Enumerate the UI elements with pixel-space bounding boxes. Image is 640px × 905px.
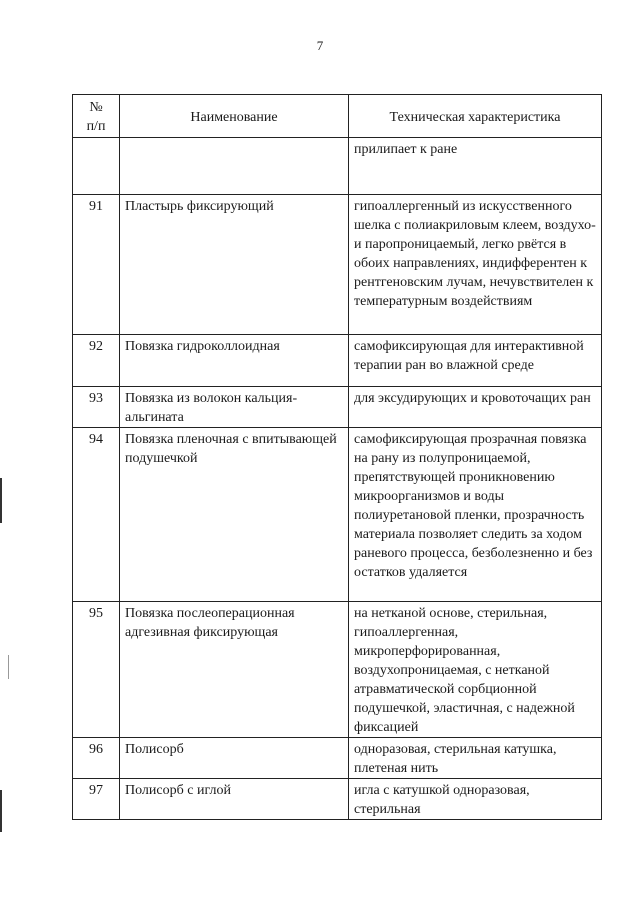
page-number: 7 — [316, 38, 324, 53]
row-number: 97 — [73, 779, 120, 820]
row-spec: самофиксирующая прозрачная повязка на рану из полупроницаемой, препятствующей проникновению микроорганизмов и воды полиуретановой пленки, прозрачность материала позволяет следить за ходом раневого процесса, безболезненно и без остатков удаляется — [349, 428, 602, 602]
row-spec: одноразовая, стерильная катушка, плетеная нить — [349, 738, 602, 779]
technical-spec-table — [72, 94, 602, 820]
header-number-symbol: № — [89, 100, 103, 115]
row-spec: игла с катушкой одноразовая, стерильная — [349, 779, 602, 820]
row-number — [73, 138, 120, 195]
header-number-abbr: п/п — [86, 119, 106, 134]
header-number — [73, 95, 120, 138]
scan-edge-mark — [8, 655, 9, 679]
row-number: 91 — [73, 195, 120, 335]
row-spec: гипоаллергенный из искусственного шелка с полиакриловым клеем, воздухо- и паропроницаемый, легко рвётся в обоих направлениях, индифферентен к рентгеновским лучам, нечувствителен к температурным воздействиям — [349, 195, 602, 335]
table-row — [73, 335, 602, 387]
row-number: 95 — [73, 602, 120, 738]
header-name: Наименование — [120, 95, 349, 138]
row-number: 96 — [73, 738, 120, 779]
row-spec: на нетканой основе, стерильная, гипоаллергенная, микроперфорированная, воздухопроницаемая, с нетканой атравматической сорбционной подушечкой, эластичная, с надежной фиксацией — [349, 602, 602, 738]
header-spec: Техническая характеристика — [349, 95, 602, 138]
row-name: Пластырь фиксирующий — [120, 195, 349, 335]
row-number: 94 — [73, 428, 120, 602]
table-row — [73, 138, 602, 195]
table-row — [73, 602, 602, 738]
row-number: 93 — [73, 387, 120, 428]
scan-edge-mark — [0, 478, 2, 523]
row-name: Повязка из волокон кальция-альгината — [120, 387, 349, 428]
table-row — [73, 387, 602, 428]
row-name: Полисорб с иглой — [120, 779, 349, 820]
table-row — [73, 195, 602, 335]
table-row — [73, 428, 602, 602]
row-name — [120, 138, 349, 195]
scan-edge-mark — [0, 790, 2, 832]
row-name: Повязка гидроколлоидная — [120, 335, 349, 387]
row-number: 92 — [73, 335, 120, 387]
row-spec: для эксудирующих и кровоточащих ран — [349, 387, 602, 428]
row-spec: прилипает к ране — [349, 138, 602, 195]
row-spec: самофиксирующая для интерактивной терапии ран во влажной среде — [349, 335, 602, 387]
table-row — [73, 779, 602, 820]
row-name: Полисорб — [120, 738, 349, 779]
row-name: Повязка пленочная с впитывающей подушечкой — [120, 428, 349, 602]
table-header-row — [73, 95, 602, 138]
table-row — [73, 738, 602, 779]
row-name: Повязка послеоперационная адгезивная фиксирующая — [120, 602, 349, 738]
